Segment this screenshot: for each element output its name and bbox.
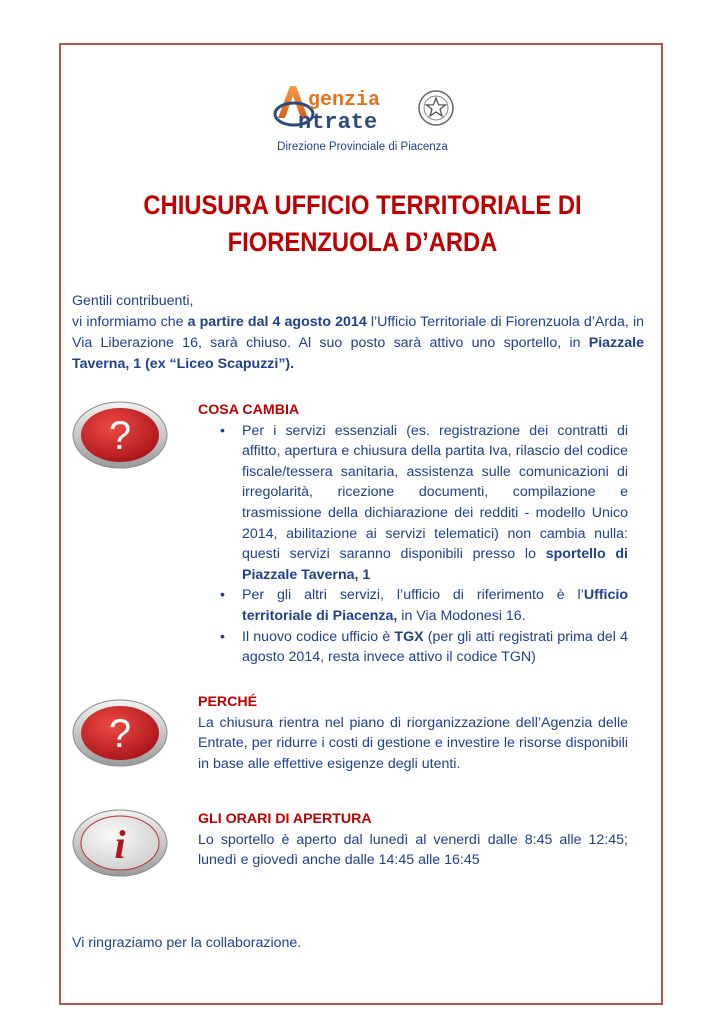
item-bold: sportello di Piazzale Taverna, 1 bbox=[242, 546, 628, 583]
svg-text:i: i bbox=[114, 822, 126, 867]
intro-location: Piazzale Taverna, 1 (ex “Liceo Scapuzzi”). bbox=[72, 335, 644, 372]
question-mark-icon bbox=[70, 698, 170, 768]
page-title bbox=[110, 187, 616, 261]
office-subtitle: Direzione Provinciale di Piacenza bbox=[277, 141, 448, 153]
list-item bbox=[242, 627, 628, 668]
intro-text bbox=[72, 291, 644, 375]
section-cosa-cambia bbox=[198, 400, 628, 668]
section-heading: COSA CAMBIA bbox=[198, 402, 300, 418]
agenzia-entrate-logo bbox=[268, 78, 464, 134]
item-text: Per gli altri servizi, l’ufficio di riferimento è l’ bbox=[242, 587, 584, 604]
section-text: Lo sportello è aperto dal lunedì al venerdì dalle 8:45 alle 12:45; lunedì e giovedì anche dalle 14:45 alle 16:45 bbox=[198, 831, 628, 869]
intro-date: a partire dal 4 agosto 2014 bbox=[187, 314, 367, 330]
section-perche bbox=[198, 692, 628, 774]
section-text: La chiusura rientra nel piano di riorganizzazione dell’Agenzia delle Entrate, per ridurre i costi di gestione e investire le risorse disponibili in base alle effettive esigenze degli utenti. bbox=[198, 714, 628, 772]
item-text: Per i servizi essenziali (es. registrazione dei contratti di affitto, apertura e chiusura della partita Iva, rilascio del codice fiscale/tessera sanitaria, assistenza sulle comunicazioni di irregolarità, ricezione documenti, compilazione e trasmissione della dichiarazione dei redditi - modello Unico 2014, abilitazione ai servizi telematici) non cambia nulla: questi servizi saranno disponibili presso lo bbox=[242, 422, 628, 563]
section-heading: GLI ORARI DI APERTURA bbox=[198, 811, 372, 827]
item-bold: Ufficio territoriale di Piacenza, bbox=[242, 587, 628, 624]
closing-text: Vi ringraziamo per la collaborazione. bbox=[72, 935, 302, 951]
section-orari bbox=[198, 809, 628, 871]
title-line-2: FIORENZUOLA D’ARDA bbox=[227, 227, 498, 257]
intro-paragraph bbox=[72, 312, 644, 375]
title-line-1: CHIUSURA UFFICIO TERRITORIALE DI bbox=[143, 190, 582, 220]
section-heading: PERCHÉ bbox=[198, 694, 258, 710]
list-item bbox=[242, 585, 628, 626]
list-item bbox=[242, 421, 628, 586]
item-text: Il nuovo codice ufficio è bbox=[242, 628, 395, 645]
logo-word-agenzia: genzia bbox=[308, 89, 381, 112]
item-text-end: (per gli atti registrati prima del 4 agosto 2014, resta invece attivo il codice TGN) bbox=[242, 628, 628, 666]
greeting: Gentili contribuenti, bbox=[72, 293, 194, 309]
logo-word-entrate: ntrate bbox=[298, 110, 378, 134]
item-text-end: in Via Modonesi 16. bbox=[397, 607, 526, 624]
intro-text-1: vi informiamo che bbox=[72, 314, 188, 330]
state-emblem-icon bbox=[419, 91, 453, 125]
info-icon bbox=[70, 808, 170, 878]
svg-text:?: ? bbox=[108, 712, 132, 756]
item-bold: TGX bbox=[394, 628, 424, 645]
intro-text-2: l’Ufficio Territoriale di Fiorenzuola d’Arda, in Via Liberazione 16, sarà chiuso. Al suo posto sarà attivo uno sportello, in bbox=[72, 314, 644, 351]
question-mark-icon bbox=[70, 400, 170, 470]
changes-list bbox=[198, 421, 628, 668]
svg-text:?: ? bbox=[108, 414, 132, 458]
